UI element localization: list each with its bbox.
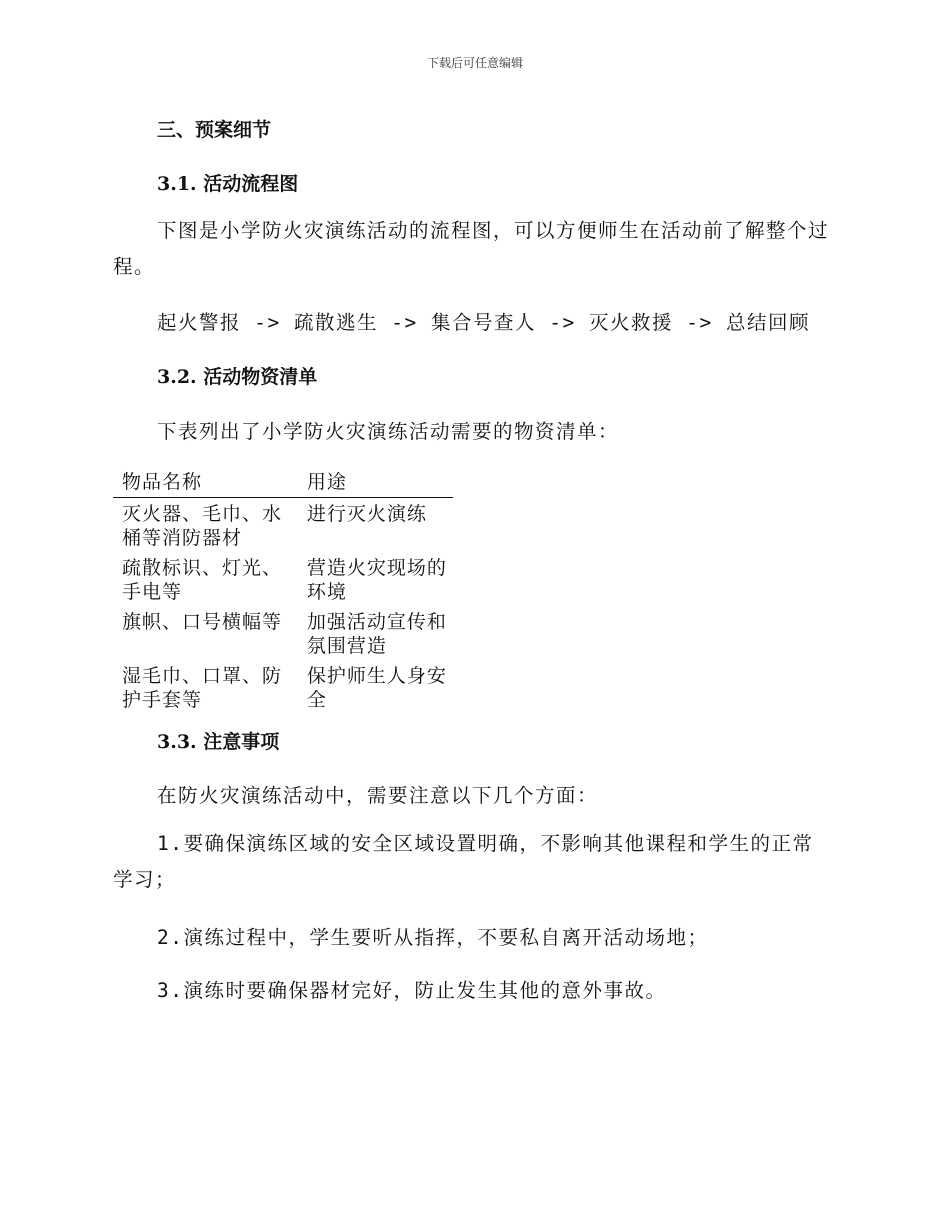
flow-step: 灭火救援 [588, 311, 673, 334]
flow-arrow: -> [672, 311, 726, 334]
table-cell-item: 湿毛巾、口罩、防护手套等 [122, 665, 283, 711]
table-row [113, 552, 453, 606]
flow-arrow: -> [241, 311, 294, 334]
note-item-1: 1.要确保演练区域的安全区域设置明确，不影响其他课程和学生的正常学习； [113, 832, 814, 891]
table-cell-use: 营造火灾现场的环境 [306, 557, 447, 603]
flow-step: 集合号查人 [430, 311, 536, 334]
table-cell-use: 进行灭火演练 [306, 503, 427, 525]
materials-table [113, 465, 453, 714]
flow-step: 总结回顾 [725, 311, 810, 334]
heading-materials: 3.2. 活动物资清单 [157, 366, 318, 388]
note-item-2: 2.演练过程中，学生要听从指挥，不要私自离开活动场地； [157, 926, 709, 949]
table-row [113, 606, 453, 660]
table-cell-item: 旗帜、口号横幅等 [122, 611, 283, 633]
heading-notes: 3.3. 注意事项 [157, 731, 280, 753]
note-item-3: 3.演练时要确保器材完好，防止发生其他的意外事故。 [157, 979, 667, 1002]
flow-step: 疏散逃生 [293, 311, 378, 334]
notes-intro: 在防火灾演练活动中，需要注意以下几个方面： [157, 784, 599, 807]
heading-flowchart: 3.1. 活动流程图 [157, 173, 299, 195]
table-row [113, 498, 453, 553]
column-header-item: 物品名称 [113, 465, 298, 498]
table-cell-use: 保护师生人身安全 [306, 665, 447, 711]
section-title: 三、预案细节 [157, 119, 272, 141]
materials-intro: 下表列出了小学防火灾演练活动需要的物资清单： [157, 420, 620, 443]
flow-arrow: -> [535, 311, 589, 334]
table-cell-item: 疏散标识、灯光、手电等 [122, 557, 283, 603]
table-cell-item: 灭火器、毛巾、水桶等消防器材 [122, 503, 283, 549]
flow-sequence [157, 307, 810, 335]
flow-step: 起火警报 [157, 311, 242, 334]
flow-arrow: -> [378, 311, 431, 334]
page-header-note: 下载后可任意编辑 [426, 56, 523, 70]
flowchart-intro: 下图是小学防火灾演练活动的流程图，可以方便师生在活动前了解整个过程。 [113, 219, 830, 278]
table-cell-use: 加强活动宣传和氛围营造 [306, 611, 447, 657]
table-header-row [113, 465, 453, 498]
column-header-use: 用途 [298, 465, 453, 498]
table-row [113, 660, 453, 714]
